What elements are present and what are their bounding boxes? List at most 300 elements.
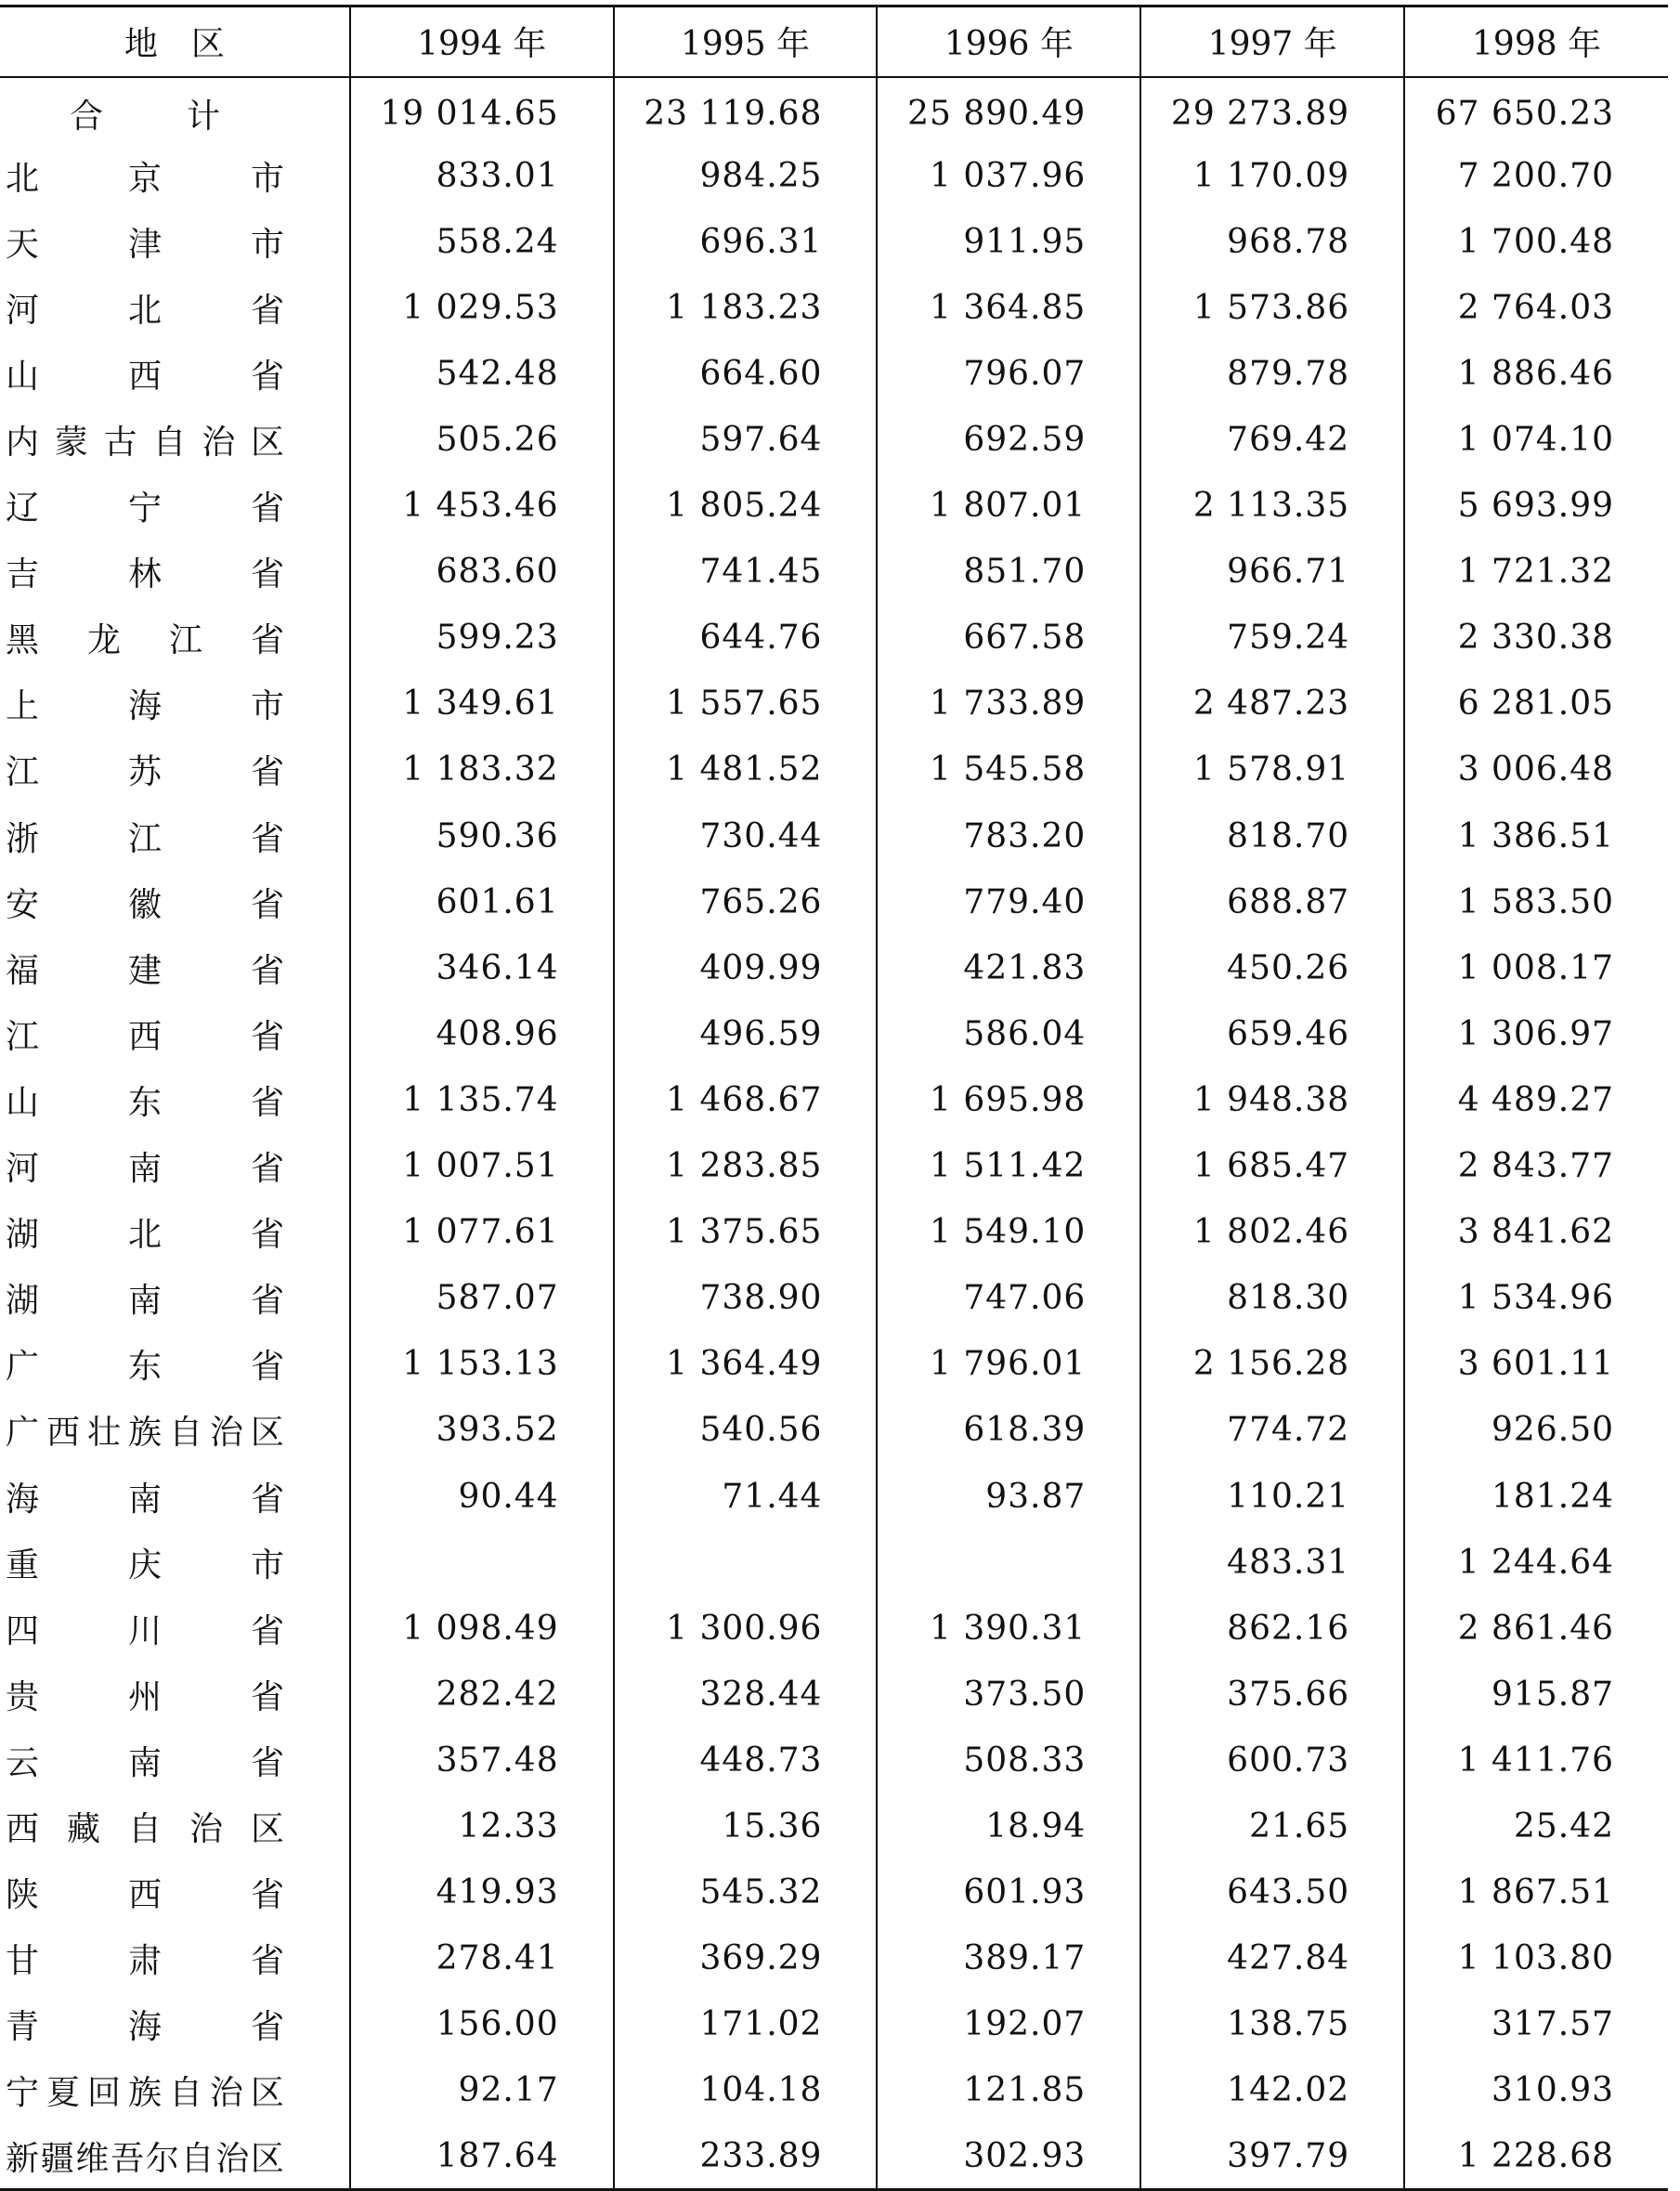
- total-label-cell: [0, 77, 350, 143]
- region-name: [6, 1208, 284, 1256]
- value-cell-1996: 302.93: [877, 2123, 1140, 2189]
- value-cell-1995: 765.26: [614, 869, 878, 935]
- value-cell-1997: 879.78: [1140, 341, 1404, 407]
- region-char: 广: [6, 1414, 40, 1453]
- value-cell-1994: 1 077.61: [350, 1199, 614, 1265]
- region-char: 云: [6, 1743, 40, 1782]
- header-year-1995: 1995 年: [614, 7, 878, 77]
- total-row: [0, 77, 1668, 143]
- region-char: 吉: [6, 555, 40, 594]
- value-cell-1996: 747.06: [877, 1265, 1140, 1331]
- region-char: 省: [250, 819, 284, 858]
- value-cell-1996: 692.59: [877, 407, 1140, 473]
- region-char: 治: [202, 424, 236, 463]
- table-row: [0, 671, 1668, 737]
- table-row: [0, 1331, 1668, 1397]
- region-name-cell: [0, 1397, 350, 1463]
- value-cell-1995: 1 468.67: [614, 1067, 878, 1133]
- region-char: 南: [127, 1150, 162, 1189]
- region-char: 青: [6, 2008, 40, 2047]
- table-row: [0, 1793, 1668, 1859]
- region-char: 内: [6, 424, 40, 463]
- region-char: 庆: [127, 1545, 162, 1585]
- value-cell-1998: 1 534.96: [1404, 1265, 1668, 1331]
- value-cell-1995: 1 557.65: [614, 671, 878, 737]
- value-cell-1994: 278.41: [350, 1925, 614, 1991]
- table-row: [0, 1001, 1668, 1067]
- value-cell-1995: 738.90: [614, 1265, 878, 1331]
- value-cell-1994: 90.44: [350, 1463, 614, 1529]
- region-name-cell: [0, 935, 350, 1001]
- region-char: 龙: [86, 621, 121, 660]
- value-cell-1997: 759.24: [1140, 605, 1404, 671]
- region-name-cell: [0, 275, 350, 341]
- value-cell-1996: 121.85: [877, 2057, 1140, 2123]
- region-char: 省: [250, 621, 284, 660]
- value-cell-1995: 696.31: [614, 209, 878, 275]
- region-char: 自: [127, 1809, 162, 1848]
- region-name-cell: [0, 1925, 350, 1991]
- region-char: 陕: [6, 1876, 40, 1915]
- region-char: 吾: [111, 2139, 145, 2178]
- value-cell-1995: 540.56: [614, 1397, 878, 1463]
- region-name: [6, 1406, 284, 1454]
- region-name-cell: [0, 1991, 350, 2057]
- value-cell-1997: 483.31: [1140, 1530, 1404, 1596]
- table-row: [0, 1530, 1668, 1596]
- value-cell-1994: 1 029.53: [350, 275, 614, 341]
- region-char: 省: [250, 1743, 284, 1782]
- region-name: [6, 945, 284, 992]
- region-char: 省: [250, 1480, 284, 1519]
- region-char: 治: [215, 2139, 250, 2178]
- table-row: [0, 1925, 1668, 1991]
- value-cell-1997: 818.30: [1140, 1265, 1404, 1331]
- value-cell-1998: 2 764.03: [1404, 275, 1668, 341]
- table-row: [0, 341, 1668, 407]
- region-char: 南: [127, 1282, 162, 1321]
- value-cell-1998: 3 841.62: [1404, 1199, 1668, 1265]
- table-row: [0, 1596, 1668, 1662]
- header-year-1998: 1998 年: [1404, 7, 1668, 77]
- region-char: 尔: [145, 2139, 179, 2178]
- value-cell-1996: 1 549.10: [877, 1199, 1140, 1265]
- value-cell-1998: 1 700.48: [1404, 209, 1668, 275]
- value-cell-1994: 1 098.49: [350, 1596, 614, 1662]
- table-row: [0, 473, 1668, 539]
- header-year-1994: 1994 年: [350, 7, 614, 77]
- value-cell-1996: 851.70: [877, 539, 1140, 605]
- region-char: 省: [250, 1282, 284, 1321]
- region-char: 省: [250, 2008, 284, 2047]
- value-cell-1998: 1 103.80: [1404, 1925, 1668, 1991]
- value-cell-1995: 448.73: [614, 1728, 878, 1793]
- header-row: [0, 7, 1668, 77]
- region-char: 市: [250, 159, 284, 198]
- value-cell-1996: 1 733.89: [877, 671, 1140, 737]
- region-char: 省: [250, 1348, 284, 1387]
- table-row: [0, 143, 1668, 209]
- region-name-cell: [0, 1133, 350, 1199]
- value-cell-1995: 741.45: [614, 539, 878, 605]
- region-char: 省: [250, 951, 284, 990]
- value-cell-1998: 1 008.17: [1404, 935, 1668, 1001]
- region-name-cell: [0, 737, 350, 802]
- region-char: 山: [6, 1083, 40, 1122]
- region-char: 东: [127, 1083, 162, 1122]
- region-char: 江: [6, 753, 40, 792]
- value-cell-1998: 1 244.64: [1404, 1530, 1668, 1596]
- value-cell-1997: 1 802.46: [1140, 1199, 1404, 1265]
- value-cell-1996: 508.33: [877, 1728, 1140, 1793]
- region-name: [6, 152, 284, 200]
- value-cell-1995: 369.29: [614, 1925, 878, 1991]
- region-char: 安: [6, 885, 40, 924]
- region-char: 省: [250, 1083, 284, 1122]
- region-name-cell: [0, 143, 350, 209]
- region-name: [6, 614, 284, 661]
- value-cell-1996: 389.17: [877, 1925, 1140, 1991]
- region-char: 湖: [6, 1282, 40, 1321]
- value-cell-1996: 93.87: [877, 1463, 1140, 1529]
- table-row: [0, 1991, 1668, 2057]
- region-char: 省: [250, 1942, 284, 1981]
- value-cell-1997: 375.66: [1140, 1662, 1404, 1728]
- region-name-cell: [0, 1067, 350, 1133]
- region-name: [6, 90, 284, 137]
- table-row: [0, 1463, 1668, 1529]
- value-cell-1997: 818.70: [1140, 803, 1404, 869]
- region-char: 西: [127, 1876, 162, 1915]
- value-cell-1998: 2 843.77: [1404, 1133, 1668, 1199]
- region-char: 区: [250, 2139, 284, 2178]
- region-char: 江: [127, 819, 162, 858]
- region-char: 新: [6, 2139, 40, 2178]
- region-name-cell: [0, 539, 350, 605]
- table-row: [0, 209, 1668, 275]
- table-row: [0, 737, 1668, 802]
- region-char: 藏: [66, 1809, 100, 1848]
- region-char: 市: [250, 225, 284, 264]
- table-row: [0, 1265, 1668, 1331]
- value-cell-1996: 421.83: [877, 935, 1140, 1001]
- region-char: 自: [152, 424, 187, 463]
- region-char: 州: [127, 1677, 162, 1716]
- value-cell-1994: 1 135.74: [350, 1067, 614, 1133]
- region-name: [6, 1011, 284, 1058]
- value-cell-1997: 2 487.23: [1140, 671, 1404, 737]
- region-char: 市: [250, 1545, 284, 1585]
- region-char: 区: [250, 424, 284, 463]
- value-cell-1994: 558.24: [350, 209, 614, 275]
- region-name: [6, 1274, 284, 1322]
- table-row: [0, 2057, 1668, 2123]
- region-char: 回: [86, 2074, 121, 2113]
- value-cell-1995: 15.36: [614, 1793, 878, 1859]
- region-char: 肃: [127, 1942, 162, 1981]
- region-name-cell: [0, 1859, 350, 1925]
- region-char: 重: [6, 1545, 40, 1585]
- region-char: 浙: [6, 819, 40, 858]
- value-cell-1995: 71.44: [614, 1463, 878, 1529]
- value-cell-1995: 1 805.24: [614, 473, 878, 539]
- region-name-cell: [0, 803, 350, 869]
- value-cell-1994: 393.52: [350, 1397, 614, 1463]
- region-char: 自: [180, 2139, 215, 2178]
- value-cell-1995: 1 364.49: [614, 1331, 878, 1397]
- region-name-cell: [0, 869, 350, 935]
- value-cell-1997: 397.79: [1140, 2123, 1404, 2189]
- value-cell-1995: 409.99: [614, 935, 878, 1001]
- region-char: 自: [168, 1414, 202, 1453]
- value-cell-1996: 911.95: [877, 209, 1140, 275]
- region-name: [6, 1869, 284, 1916]
- value-cell-1994: 1 453.46: [350, 473, 614, 539]
- region-char: 夏: [46, 2074, 80, 2113]
- value-cell-1994: 833.01: [350, 143, 614, 209]
- value-cell-1998: 915.87: [1404, 1662, 1668, 1728]
- region-char: 省: [250, 1216, 284, 1255]
- region-char: 天: [6, 225, 40, 264]
- region-char: 合: [69, 98, 103, 137]
- region-name-cell: [0, 1662, 350, 1728]
- value-cell-1996: 1 695.98: [877, 1067, 1140, 1133]
- region-name: [6, 1340, 284, 1388]
- value-cell-1995: 730.44: [614, 803, 878, 869]
- header-year-1996: 1996 年: [877, 7, 1140, 77]
- value-cell-1997: 1 578.91: [1140, 737, 1404, 802]
- region-name: [6, 416, 284, 463]
- header-region: 地 区: [0, 7, 350, 77]
- table-row: [0, 2123, 1668, 2189]
- region-char: 蒙: [54, 424, 88, 463]
- region-name-cell: [0, 209, 350, 275]
- table-row: [0, 1133, 1668, 1199]
- region-name-cell: [0, 1596, 350, 1662]
- value-cell-1994: 92.17: [350, 2057, 614, 2123]
- value-cell-1994: 156.00: [350, 1991, 614, 2057]
- value-cell-1998: 2 861.46: [1404, 1596, 1668, 1662]
- value-cell-1995: 545.32: [614, 1859, 878, 1925]
- value-cell-1997: 862.16: [1140, 1596, 1404, 1662]
- region-char: 治: [209, 1414, 243, 1453]
- region-name-cell: [0, 1530, 350, 1596]
- value-cell-1998: 7 200.70: [1404, 143, 1668, 209]
- region-name: [6, 813, 284, 860]
- region-name: [6, 1737, 284, 1784]
- region-char: 广: [6, 1348, 40, 1387]
- region-char: 疆: [40, 2139, 74, 2178]
- value-cell-1998: 926.50: [1404, 1397, 1668, 1463]
- region-char: 北: [127, 291, 162, 330]
- value-cell-1995: 1 375.65: [614, 1199, 878, 1265]
- value-cell-1996: 618.39: [877, 1397, 1140, 1463]
- value-cell-1997: 29 273.89: [1140, 77, 1404, 143]
- value-cell-1994: 187.64: [350, 2123, 614, 2189]
- value-cell-1997: 1 685.47: [1140, 1133, 1404, 1199]
- region-char: 建: [127, 951, 162, 990]
- value-cell-1998: 317.57: [1404, 1991, 1668, 2057]
- value-cell-1997: 1 948.38: [1140, 1067, 1404, 1133]
- value-cell-1998: 1 306.97: [1404, 1001, 1668, 1067]
- value-cell-1994: 408.96: [350, 1001, 614, 1067]
- region-char: 贵: [6, 1677, 40, 1716]
- value-cell-1998: 1 228.68: [1404, 2123, 1668, 2189]
- value-cell-1995: 233.89: [614, 2123, 878, 2189]
- table-row: [0, 869, 1668, 935]
- region-char: 江: [168, 621, 202, 660]
- region-char: 苏: [127, 753, 162, 792]
- region-char: 辽: [6, 489, 40, 528]
- value-cell-1996: 667.58: [877, 605, 1140, 671]
- region-name: [6, 1539, 284, 1586]
- value-cell-1998: 1 074.10: [1404, 407, 1668, 473]
- region-name: [6, 1605, 284, 1652]
- value-cell-1995: 984.25: [614, 143, 878, 209]
- table-row: [0, 1397, 1668, 1463]
- value-cell-1994: 282.42: [350, 1662, 614, 1728]
- region-char: 治: [189, 1809, 223, 1848]
- region-name-cell: [0, 605, 350, 671]
- region-char: 省: [250, 555, 284, 594]
- region-char: 区: [250, 2074, 284, 2113]
- value-cell-1995: 1 300.96: [614, 1596, 878, 1662]
- value-cell-1997: 21.65: [1140, 1793, 1404, 1859]
- region-name-cell: [0, 1001, 350, 1067]
- table-row: [0, 605, 1668, 671]
- value-cell-1996: 586.04: [877, 1001, 1140, 1067]
- region-char: 市: [250, 687, 284, 726]
- value-cell-1996: 796.07: [877, 341, 1140, 407]
- region-name: [6, 680, 284, 727]
- value-cell-1996: 373.50: [877, 1662, 1140, 1728]
- region-name: [6, 879, 284, 926]
- region-char: 治: [209, 2074, 243, 2113]
- region-char: 区: [250, 1809, 284, 1848]
- value-cell-1994: 19 014.65: [350, 77, 614, 143]
- table-row: [0, 275, 1668, 341]
- region-char: 省: [250, 291, 284, 330]
- region-name-cell: [0, 2057, 350, 2123]
- region-char: 湖: [6, 1216, 40, 1255]
- value-cell-1994: 12.33: [350, 1793, 614, 1859]
- region-char: 南: [127, 1743, 162, 1782]
- region-char: 壮: [86, 1414, 121, 1453]
- value-cell-1995: 1 283.85: [614, 1133, 878, 1199]
- region-name-cell: [0, 1728, 350, 1793]
- value-cell-1996: 1 364.85: [877, 275, 1140, 341]
- region-char: 省: [250, 1876, 284, 1915]
- value-cell-1994: 357.48: [350, 1728, 614, 1793]
- region-char: 甘: [6, 1942, 40, 1981]
- value-cell-1994: [350, 1530, 614, 1596]
- region-name-cell: [0, 407, 350, 473]
- value-cell-1997: 643.50: [1140, 1859, 1404, 1925]
- value-cell-1998: 25.42: [1404, 1793, 1668, 1859]
- region-name: [6, 2067, 284, 2114]
- region-char: 川: [127, 1611, 162, 1650]
- value-cell-1996: 1 511.42: [877, 1133, 1140, 1199]
- region-char: 福: [6, 951, 40, 990]
- value-cell-1994: 1 349.61: [350, 671, 614, 737]
- value-cell-1998: 2 330.38: [1404, 605, 1668, 671]
- value-cell-1994: 683.60: [350, 539, 614, 605]
- region-char: 林: [127, 555, 162, 594]
- value-cell-1996: 1 545.58: [877, 737, 1140, 802]
- value-cell-1998: 181.24: [1404, 1463, 1668, 1529]
- value-cell-1995: 597.64: [614, 407, 878, 473]
- region-char: 自: [168, 2074, 202, 2113]
- region-name: [6, 284, 284, 332]
- region-char: 省: [250, 1677, 284, 1716]
- region-name: [6, 548, 284, 595]
- region-name-cell: [0, 1265, 350, 1331]
- region-name: [6, 482, 284, 529]
- region-name: [6, 1473, 284, 1520]
- table-row: [0, 539, 1668, 605]
- region-char: 海: [6, 1480, 40, 1519]
- region-name: [6, 218, 284, 266]
- value-cell-1997: 138.75: [1140, 1991, 1404, 2057]
- region-name-cell: [0, 473, 350, 539]
- value-cell-1998: 1 721.32: [1404, 539, 1668, 605]
- table-row: [0, 1859, 1668, 1925]
- value-cell-1997: 774.72: [1140, 1397, 1404, 1463]
- region-char: 河: [6, 1150, 40, 1189]
- region-name-cell: [0, 341, 350, 407]
- value-cell-1996: 192.07: [877, 1991, 1140, 2057]
- value-cell-1995: 328.44: [614, 1662, 878, 1728]
- value-cell-1994: 346.14: [350, 935, 614, 1001]
- value-cell-1995: 23 119.68: [614, 77, 878, 143]
- table-row: [0, 407, 1668, 473]
- region-name-cell: [0, 2123, 350, 2189]
- region-name: [6, 350, 284, 398]
- value-cell-1998: 310.93: [1404, 2057, 1668, 2123]
- region-name: [6, 2001, 284, 2048]
- region-char: 区: [250, 1414, 284, 1453]
- value-cell-1996: 601.93: [877, 1859, 1140, 1925]
- value-cell-1994: 1 007.51: [350, 1133, 614, 1199]
- value-cell-1994: 590.36: [350, 803, 614, 869]
- value-cell-1998: 1 867.51: [1404, 1859, 1668, 1925]
- region-name: [6, 1671, 284, 1718]
- value-cell-1995: [614, 1530, 878, 1596]
- value-cell-1995: 104.18: [614, 2057, 878, 2123]
- value-cell-1995: 644.76: [614, 605, 878, 671]
- value-cell-1994: 505.26: [350, 407, 614, 473]
- table-body: [0, 77, 1668, 2190]
- region-char: 省: [250, 885, 284, 924]
- value-cell-1998: 6 281.05: [1404, 671, 1668, 737]
- region-char: 古: [103, 424, 137, 463]
- region-char: 西: [6, 1809, 40, 1848]
- region-name: [6, 746, 284, 793]
- region-char: 西: [127, 1017, 162, 1056]
- value-cell-1998: 5 693.99: [1404, 473, 1668, 539]
- region-char: 族: [127, 2074, 162, 2113]
- region-char: 东: [127, 1348, 162, 1387]
- region-name: [6, 1803, 284, 1850]
- value-cell-1997: 2 156.28: [1140, 1331, 1404, 1397]
- value-cell-1997: 688.87: [1140, 869, 1404, 935]
- statistics-table: [0, 5, 1668, 2191]
- value-cell-1997: 600.73: [1140, 1728, 1404, 1793]
- table-header: [0, 7, 1668, 77]
- value-cell-1996: 1 390.31: [877, 1596, 1140, 1662]
- value-cell-1998: 1 886.46: [1404, 341, 1668, 407]
- value-cell-1998: 4 489.27: [1404, 1067, 1668, 1133]
